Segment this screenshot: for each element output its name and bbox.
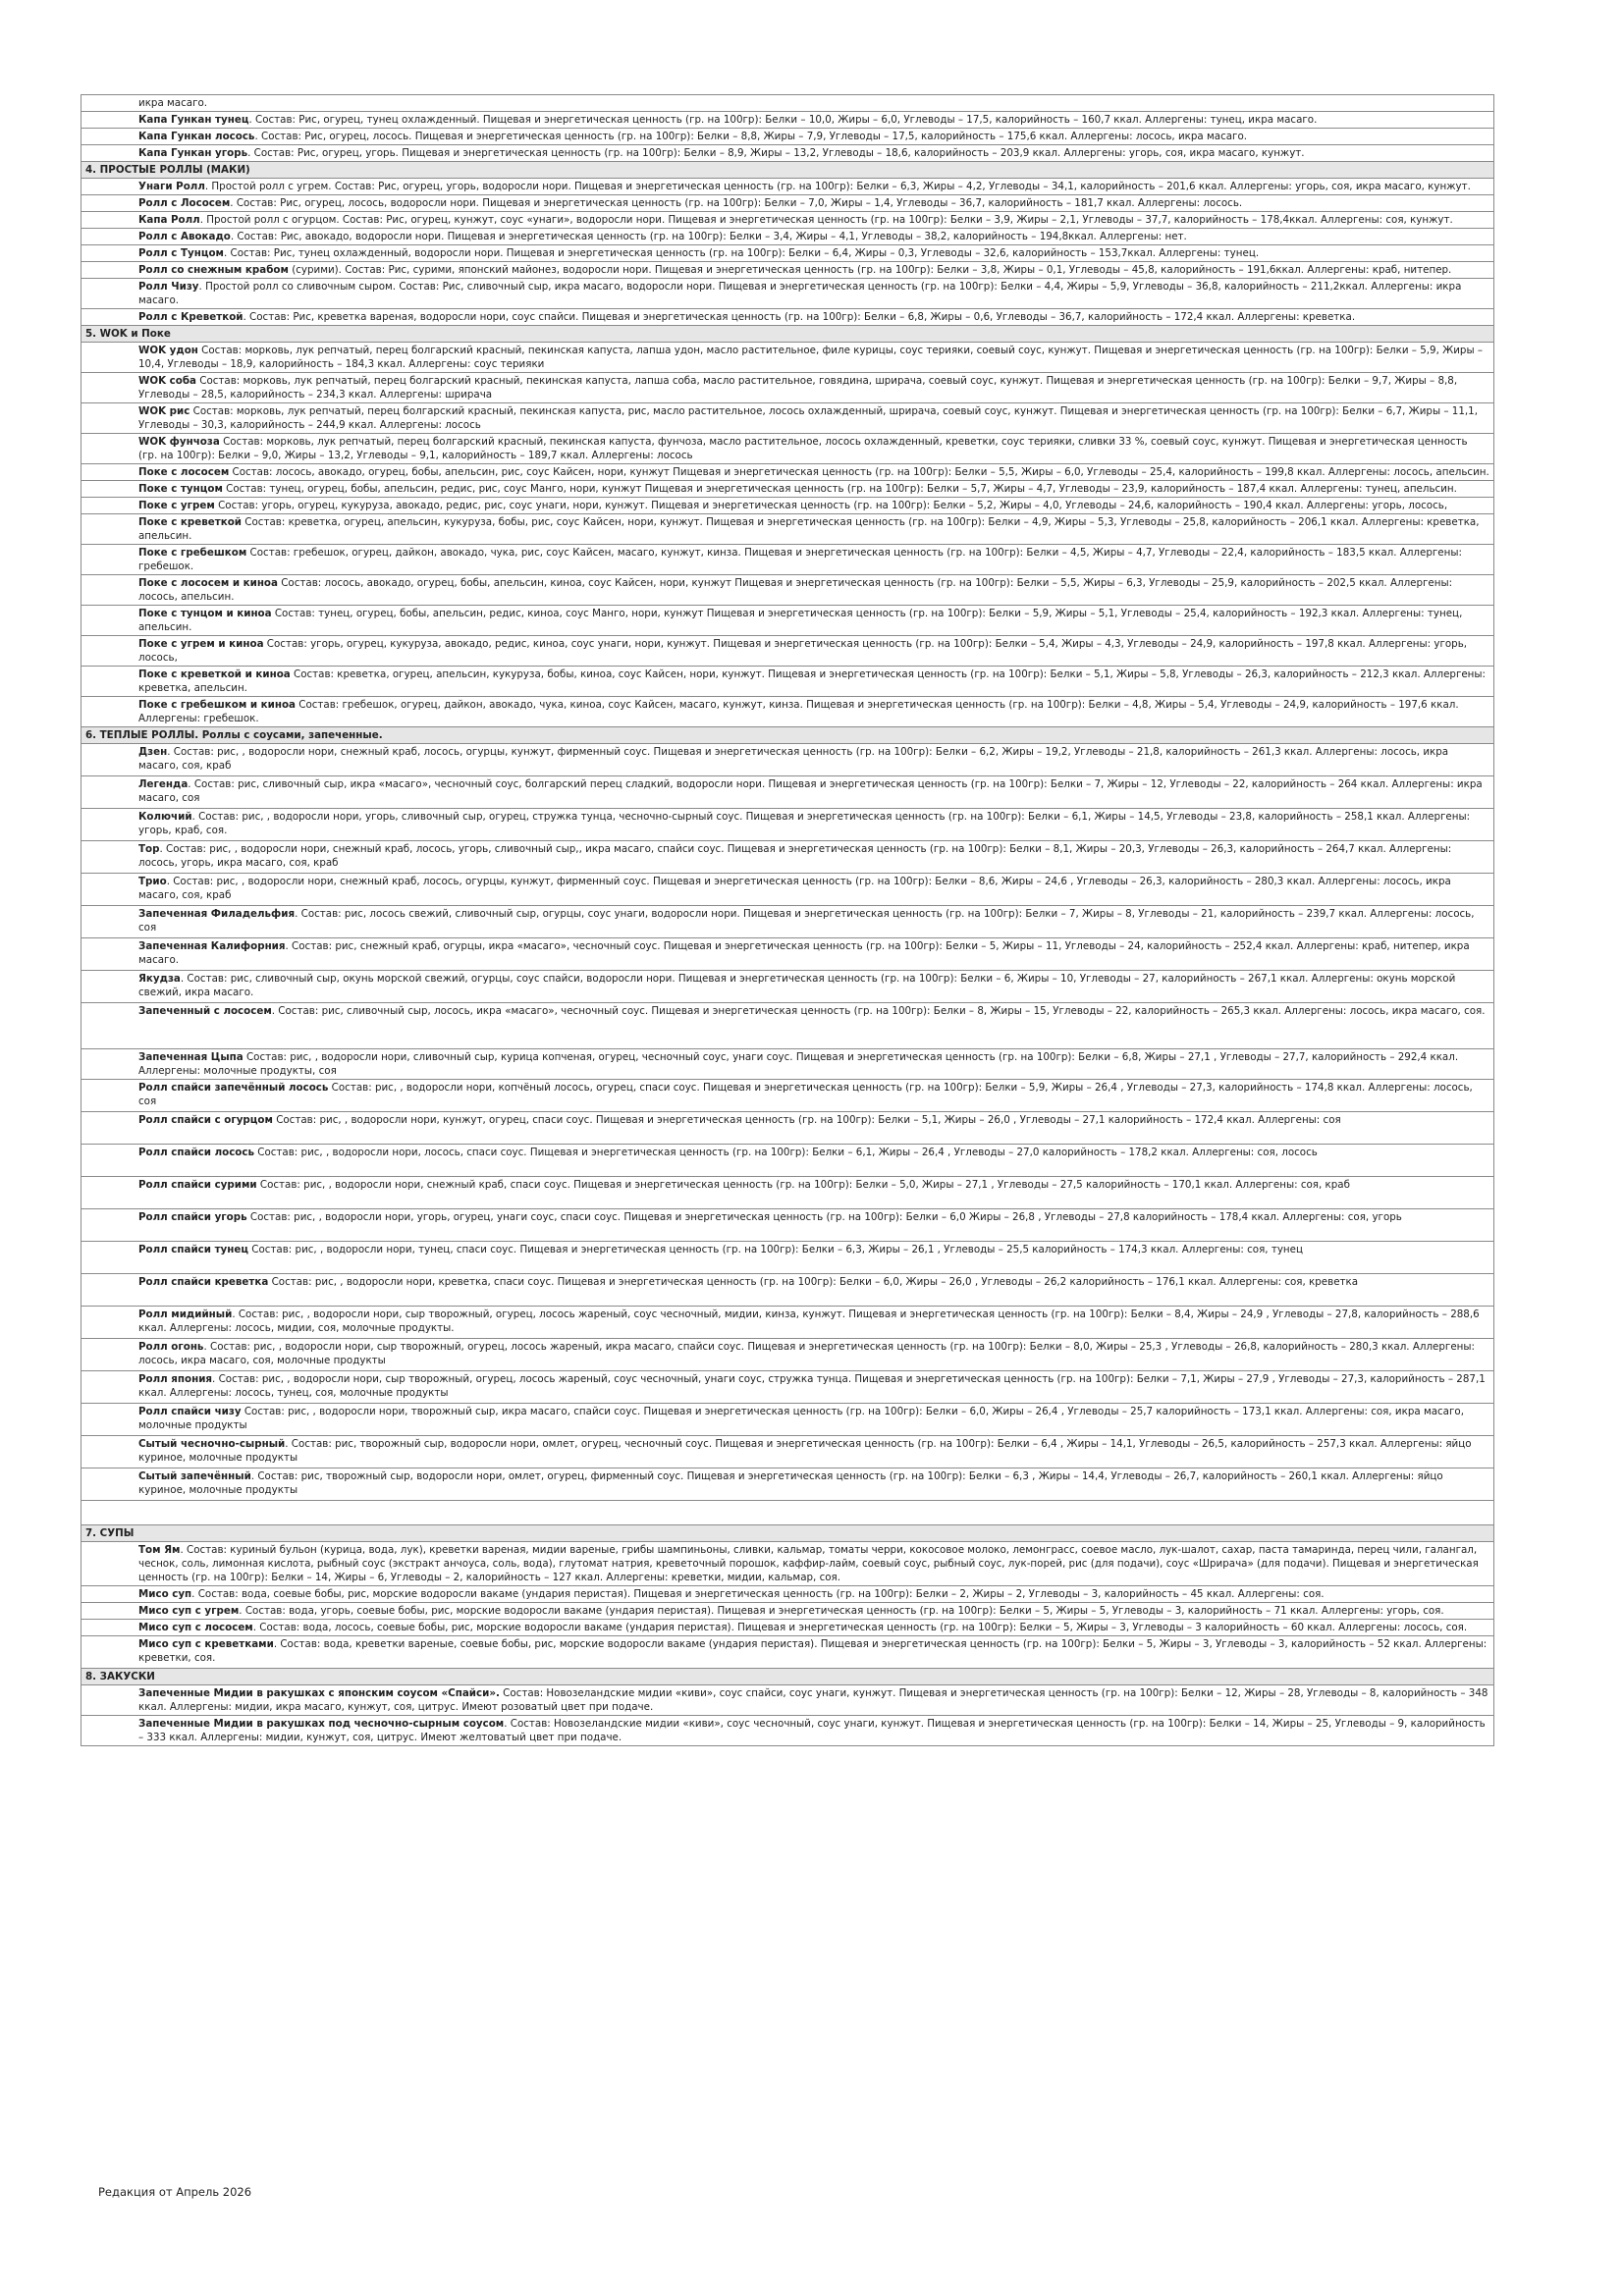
- section-title: 6. ТЕПЛЫЕ РОЛЛЫ. Роллы с соусами, запеченные.: [81, 727, 1494, 744]
- item-description: . Состав: Рис, огурец, лосось. Пищевая и энергетическая ценность (гр. на 100гр): Белки – 8,8, Жиры – 7,9, Углеводы – 17,5, калорийность – 175,6 ккал. Аллергены: лосось, икра масаго.: [254, 131, 1248, 142]
- item-description: Состав: рис, , водоросли нори, снежный краб, спаси соус. Пищевая и энергетическая ценность (гр. на 100гр): Белки – 5,0, Жиры – 27,1 , Углеводы – 27,5 калорийность – 170,1 ккал. Аллергены: соя, краб: [256, 1179, 1350, 1191]
- item-description: . Состав: Новозеландские мидии «киви», соус чесночный, соус унаги, кунжут. Пищевая и энергетическая ценность (гр. на 100гр): Белки – 14, Жиры – 25, Углеводы – 9, калорийность – 333 ккал. Аллергены: мидии, кунжут, соя, цитрус. Имеют желтоватый цвет при подаче.: [138, 1718, 1486, 1743]
- menu-item-row: [81, 1339, 1494, 1371]
- item-name: Капа Гункан тунец: [138, 114, 249, 126]
- menu-item-row: [81, 481, 1494, 498]
- item-description: . Состав: рис, творожный сыр, водоросли нори, омлет, огурец, фирменный соус. Пищевая и энергетическая ценность (гр. на 100гр): Белки – 6,3 , Жиры – 14,4, Углеводы – 26,7, калорийность – 260,1 ккал. Аллергены: яйцо куриное, молочные продукты: [138, 1470, 1443, 1496]
- menu-item-row: [81, 498, 1494, 514]
- menu-item-row: [81, 971, 1494, 1003]
- item-cell: [81, 1716, 1494, 1746]
- item-cell: [81, 1177, 1494, 1209]
- item-cell: [81, 906, 1494, 938]
- item-name: Поке с угрем и киноа: [138, 638, 264, 650]
- item-name: Капа Гункан лосось: [138, 131, 255, 142]
- menu-item-row: [81, 179, 1494, 195]
- menu-item-row: [81, 1620, 1494, 1636]
- item-description: . Простой ролл с огурцом. Состав: Рис, огурец, кунжут, соус «унаги», водоросли нори. Пищевая и энергетическая ценность (гр. на 100гр): Белки – 3,9, Жиры – 2,1, Углеводы – 37,7, калорийность – 178,4ккал. Аллергены: соя, кунжут.: [199, 214, 1453, 226]
- item-description: Состав: лосось, авокадо, огурец, бобы, апельсин, рис, соус Кайсен, нори, кунжут Пищевая и энергетическая ценность (гр. на 100гр): Белки – 5,5, Жиры – 6,0, Углеводы – 25,4, калорийность – 199,8 ккал. Аллергены: лосось, апельсин.: [229, 466, 1489, 478]
- menu-item-row: [81, 145, 1494, 162]
- item-cell: [81, 1371, 1494, 1404]
- item-cell: [81, 279, 1494, 309]
- item-name: Мисо суп: [138, 1588, 192, 1600]
- item-name: Якудза: [138, 973, 181, 985]
- spacer-cell: [81, 1501, 1494, 1525]
- item-description: . Состав: Рис, авокадо, водоросли нори. Пищевая и энергетическая ценность (гр. на 100гр): Белки – 3,4, Жиры – 4,1, Углеводы – 38,2, калорийность – 194,8ккал. Аллергены: нет.: [230, 231, 1187, 242]
- menu-item-row: [81, 1636, 1494, 1669]
- item-name: Сытый запечённый: [138, 1470, 251, 1482]
- item-name: Сытый чесночно-сырный: [138, 1438, 286, 1450]
- item-description: Состав: угорь, огурец, кукуруза, авокадо, редис, киноа, соус унаги, нори, кунжут. Пищевая и энергетическая ценность (гр. на 100гр): Белки – 5,4, Жиры – 4,3, Углеводы – 24,9, калорийность – 197,8 ккал. Аллергены: угорь, лосось,: [138, 638, 1468, 664]
- item-cell: [81, 1242, 1494, 1274]
- item-description: Состав: гребешок, огурец, дайкон, авокадо, чука, рис, соус Кайсен, масаго, кунжут, кинза. Пищевая и энергетическая ценность (гр. на 100гр): Белки – 4,5, Жиры – 4,7, Углеводы – 22,4, калорийность – 183,5 ккал. Аллергены: гребешок.: [138, 547, 1462, 572]
- menu-item-row: [81, 744, 1494, 776]
- section-row: [81, 326, 1494, 343]
- menu-item-row: [81, 343, 1494, 373]
- item-description: Состав: рис, , водоросли нори, копчёный лосось, огурец, спаси соус. Пищевая и энергетическая ценность (гр. на 100гр): Белки – 5,9, Жиры – 26,4 , Углеводы – 27,3, калорийность – 174,8 ккал. Аллергены: лосось, соя: [138, 1082, 1473, 1107]
- item-description: . Состав: Рис, огурец, лосось, водоросли нори. Пищевая и энергетическая ценность (гр. на 100гр): Белки – 7,0, Жиры – 1,4, Углеводы – 36,7, калорийность – 181,7 ккал. Аллергены: лосось.: [230, 197, 1243, 209]
- item-name: Мисо суп с креветками: [138, 1638, 274, 1650]
- item-name: Запеченная Калифорния: [138, 940, 286, 952]
- menu-item-row: [81, 279, 1494, 309]
- item-description: . Состав: рис, сливочный сыр, окунь морской свежий, огурцы, соус спайси, водоросли нори. Пищевая и энергетическая ценность (гр. на 100гр): Белки – 6, Жиры – 10, Углеводы – 27, калорийность – 267,1 ккал. Аллергены: окунь морской свежий, икра масаго.: [138, 973, 1456, 998]
- item-cell: [81, 1603, 1494, 1620]
- item-description: . Состав: Рис, огурец, тунец охлажденный. Пищевая и энергетическая ценность (гр. на 100гр): Белки – 10,0, Жиры – 6,0, Углеводы – 17,5, калорийность – 160,7 ккал. Аллергены: тунец, икра масаго.: [248, 114, 1318, 126]
- menu-item-row: [81, 841, 1494, 874]
- menu-item-row: [81, 1049, 1494, 1080]
- item-cell: [81, 841, 1494, 874]
- item-cell: [81, 1586, 1494, 1603]
- item-name: Ролл с Авокадо: [138, 231, 231, 242]
- item-description: Состав: рис, , водоросли нори, креветка, спаси соус. Пищевая и энергетическая ценность (гр. на 100гр): Белки – 6,0, Жиры – 26,0 , Углеводы – 26,2 калорийность – 176,1 ккал. Аллергены: соя, креветка: [268, 1276, 1359, 1288]
- menu-item-row: [81, 309, 1494, 326]
- item-name: Ролл с Креветкой: [138, 311, 243, 323]
- item-name: Запеченная Филадельфия: [138, 908, 296, 920]
- menu-item-row: [81, 212, 1494, 229]
- item-cell: [81, 373, 1494, 403]
- item-name: WOK рис: [138, 405, 190, 417]
- item-name: Поке с тунцом: [138, 483, 223, 495]
- revision-note: Редакция от Апрель 2026: [98, 2185, 252, 2199]
- item-cell: [81, 1209, 1494, 1242]
- item-description: Состав: Новозеландские мидии «киви», соус спайси, соус унаги, кунжут. Пищевая и энергетическая ценность (гр. на 100гр): Белки – 12, Жиры – 28, Углеводы – 8, калорийность – 348 ккал. Аллергены: мидии, икра масаго, кунжут, соя, цитрус. Имеют розоватый цвет при подаче.: [138, 1687, 1488, 1713]
- item-cell: [81, 309, 1494, 326]
- item-name: Колючий: [138, 811, 192, 823]
- item-name: WOK соба: [138, 375, 196, 387]
- item-name: Ролл спайси чизу: [138, 1406, 242, 1417]
- item-description: . Состав: рис, , водоросли нори, угорь, сливочный сыр, огурец, стружка тунца, чесночно-сырный соус. Пищевая и энергетическая ценность (гр. на 100гр): Белки – 6,1, Жиры – 14,5, Углеводы – 23,8, калорийность – 258,1 ккал. Аллергены: угорь, краб, соя.: [138, 811, 1471, 836]
- item-name: Поке с угрем: [138, 500, 215, 511]
- item-name: Ролл мидийный: [138, 1308, 233, 1320]
- item-description: . Состав: рис, , водоросли нори, сыр творожный, огурец, лосось жареный, икра масаго, спайси соус. Пищевая и энергетическая ценность (гр. на 100гр): Белки – 8,0, Жиры – 25,3 , Углеводы – 26,8, калорийность – 280,3 ккал. Аллергены: лосось, икра масаго, соя, молочные продукты: [138, 1341, 1476, 1366]
- item-cell: [81, 95, 1494, 112]
- item-name: Запеченные Мидии в ракушках под чесночно-сырным соусом: [138, 1718, 505, 1730]
- menu-item-row: [81, 1603, 1494, 1620]
- item-cell: [81, 481, 1494, 498]
- item-name: Трио: [138, 876, 167, 887]
- item-name: Поке с гребешком и киноа: [138, 699, 296, 711]
- section-title: 8. ЗАКУСКИ: [81, 1669, 1494, 1685]
- item-cell: [81, 636, 1494, 667]
- menu-item-row: [81, 1586, 1494, 1603]
- item-name: Дзен: [138, 746, 168, 758]
- item-name: Мисо суп с угрем: [138, 1605, 240, 1617]
- item-name: Ролл япония: [138, 1373, 213, 1385]
- menu-item-row: [81, 545, 1494, 575]
- menu-item-row: [81, 1307, 1494, 1339]
- item-name: Ролл спайси сурими: [138, 1179, 257, 1191]
- menu-item-row: [81, 464, 1494, 481]
- item-name: Ролл Чизу: [138, 281, 199, 293]
- menu-item-row: [81, 1080, 1494, 1112]
- menu-item-row: [81, 606, 1494, 636]
- item-cell: [81, 112, 1494, 129]
- item-cell: [81, 179, 1494, 195]
- item-name: Капа Гункан угорь: [138, 147, 248, 159]
- item-description: Состав: морковь, лук репчатый, перец болгарский красный, пекинская капуста, лапша соба, масло растительное, говядина, шрирача, соевый соус, кунжут. Пищевая и энергетическая ценность (гр. на 100гр): Белки – 9,7, Жиры – 8,8, Углеводы – 28,5, калорийность – 234,3 ккал. Аллергены: шрирача: [138, 375, 1458, 400]
- menu-item-row: [81, 636, 1494, 667]
- item-cell: [81, 1274, 1494, 1307]
- menu-item-row: [81, 938, 1494, 971]
- item-cell: [81, 1685, 1494, 1716]
- menu-item-row: [81, 1542, 1494, 1586]
- item-description: (сурими). Состав: Рис, сурими, японский майонез, водоросли нори. Пищевая и энергетическая ценность (гр. на 100гр): Белки – 3,8, Жиры – 0,1, Углеводы – 45,8, калорийность – 191,6ккал. Аллергены: краб, нитепер.: [288, 264, 1452, 276]
- menu-item-row: [81, 262, 1494, 279]
- item-name: Ролл с Лососем: [138, 197, 231, 209]
- item-name: WOK фунчоза: [138, 436, 220, 448]
- item-description: Состав: морковь, лук репчатый, перец болгарский красный, пекинская капуста, рис, масло растительное, лосось охлажденный, шрирача, соевый соус, кунжут. Пищевая и энергетическая ценность (гр. на 100гр): Белки – 6,7, Жиры – 11,1, Углеводы – 30,3, калорийность – 244,9 ккал. Аллергены: лосось: [138, 405, 1478, 431]
- item-name: Мисо суп с лососем: [138, 1622, 253, 1633]
- item-cell: [81, 195, 1494, 212]
- item-cell: [81, 938, 1494, 971]
- item-description: Состав: угорь, огурец, кукуруза, авокадо, редис, рис, соус унаги, нори, кунжут. Пищевая и энергетическая ценность (гр. на 100гр): Белки – 5,2, Жиры – 4,0, Углеводы – 24,6, калорийность – 190,4 ккал. Аллергены: угорь, лосось,: [214, 500, 1448, 511]
- item-cell: [81, 1468, 1494, 1501]
- item-name: Ролл огонь: [138, 1341, 204, 1353]
- section-title: 5. WOK и Поке: [81, 326, 1494, 343]
- item-cell: [81, 1542, 1494, 1586]
- item-name: Ролл со снежным крабом: [138, 264, 289, 276]
- item-cell: [81, 514, 1494, 545]
- item-name: Поке с лососем и киноа: [138, 577, 278, 589]
- item-description: Состав: тунец, огурец, бобы, апельсин, редис, рис, соус Манго, нори, кунжут Пищевая и энергетическая ценность (гр. на 100гр): Белки – 5,7, Жиры – 4,7, Углеводы – 23,9, калорийность – 187,4 ккал. Аллергены: тунец, апельсин.: [222, 483, 1457, 495]
- item-description: . Состав: рис, сливочный сыр, икра «масаго», чесночный соус, болгарский перец сладкий, водоросли нори. Пищевая и энергетическая ценность (гр. на 100гр): Белки – 7, Жиры – 12, Углеводы – 22, калорийность – 264 ккал. Аллергены: икра масаго, соя: [138, 778, 1483, 804]
- item-description: . Состав: куриный бульон (курица, вода, лук), креветки вареная, мидии вареные, грибы шампиньоны, сливки, кальмар, томаты черри, кокосовое молоко, лемонграсс, соевое масло, лук-шалот, сахар, паста тамариндa, перец чили, галангал, чеснок, соль, лимонная кислота, рыбный соус (экстракт анчоуса, соль, вода), глутомат натрия, креветочный порошок, каффир-лайм, соевый соус, рыбный соус, лук-порей, рис (для подачи), соус «Шрирача» (для подачи). Пищевая и энергетическая ценность (гр. на 100гр): Белки – 14, Жиры – 6, Углеводы – 2, калорийность – 127 ккал. Аллергены: креветки, мидии, кальмар, соя.: [138, 1544, 1479, 1583]
- item-description: Состав: рис, , водоросли нори, лосось, спаси соус. Пищевая и энергетическая ценность (гр. на 100гр): Белки – 6,1, Жиры – 26,4 , Углеводы – 27,0 калорийность – 178,2 ккал. Аллергены: соя, лосось: [253, 1147, 1318, 1158]
- item-description: Состав: рис, , водоросли нори, тунец, спаси соус. Пищевая и энергетическая ценность (гр. на 100гр): Белки – 6,3, Жиры – 26,1 , Углеводы – 25,5 калорийность – 174,3 ккал. Аллергены: соя, тунец: [247, 1244, 1304, 1255]
- item-description: . Состав: рис, , водоросли нори, сыр творожный, огурец, лосось жареный, соус чесночный, унаги соус, стружка тунца. Пищевая и энергетическая ценность (гр. на 100гр): Белки – 7,1, Жиры – 27,9 , Углеводы – 27,3, калорийность – 287,1 ккал. Аллергены: лосось, тунец, соя, молочные продукты: [138, 1373, 1486, 1399]
- item-name: Запеченные Мидии в ракушках с японским соусом «Спайси».: [138, 1687, 500, 1699]
- item-name: Легенда: [138, 778, 189, 790]
- menu-rows: [81, 95, 1494, 1746]
- item-name: Запеченная Цыпа: [138, 1051, 243, 1063]
- item-cell: [81, 697, 1494, 727]
- item-cell: [81, 971, 1494, 1003]
- item-description: . Простой ролл с угрем. Состав: Рис, огурец, угорь, водоросли нори. Пищевая и энергетическая ценность (гр. на 100гр): Белки – 6,3, Жиры – 4,2, Углеводы – 34,1, калорийность – 201,6 ккал. Аллергены: угорь, соя, икра масаго, кунжут.: [204, 181, 1471, 192]
- item-name: Поке с лососем: [138, 466, 230, 478]
- item-name: Поке с тунцом и киноа: [138, 608, 272, 619]
- item-name: Поке с гребешком: [138, 547, 247, 559]
- item-description: Состав: морковь, лук репчатый, перец болгарский красный, пекинская капуста, лапша удон, масло растительное, филе курицы, соус терияки, соевый соус, кунжут. Пищевая и энергетическая ценность (гр. на 100гр): Белки – 5,9, Жиры – 10,4, Углеводы – 18,9, калорийность – 184,3 ккал. Аллергены: соус терияки: [138, 345, 1484, 370]
- menu-item-row: [81, 229, 1494, 245]
- menu-item-row: [81, 874, 1494, 906]
- item-description: . Состав: Рис, огурец, угорь. Пищевая и энергетическая ценность (гр. на 100гр): Белки – 8,9, Жиры – 13,2, Углеводы – 18,6, калорийность – 203,9 ккал. Аллергены: угорь, соя, икра масаго, кунжут.: [247, 147, 1305, 159]
- item-cell: [81, 776, 1494, 809]
- item-name: Ролл спайси креветка: [138, 1276, 269, 1288]
- item-cell: [81, 1620, 1494, 1636]
- menu-item-row: [81, 1209, 1494, 1242]
- menu-item-row: [81, 697, 1494, 727]
- menu-item-row: [81, 1242, 1494, 1274]
- item-cell: [81, 1636, 1494, 1669]
- item-description: . Состав: вода, угорь, соевые бобы, рис, морские водоросли вакаме (ундария перистая). Пищевая и энергетическая ценность (гр. на 100гр): Белки – 5, Жиры – 5, Углеводы – 3, калорийность – 71 ккал. Аллергены: угорь, соя.: [239, 1605, 1444, 1617]
- item-description: . Состав: вода, лосось, соевые бобы, рис, морские водоросли вакаме (ундария перистая). Пищевая и энергетическая ценность (гр. на 100гр): Белки – 5, Жиры – 3, Углеводы – 3 калорийность – 60 ккал. Аллергены: лосось, соя.: [252, 1622, 1468, 1633]
- item-name: Поке с креветкой и киноа: [138, 668, 291, 680]
- menu-item-row: [81, 1468, 1494, 1501]
- item-cell: [81, 498, 1494, 514]
- item-cell: [81, 1049, 1494, 1080]
- section-row: [81, 1525, 1494, 1542]
- item-description: Состав: тунец, огурец, бобы, апельсин, редис, киноа, соус Манго, нори, кунжут Пищевая и энергетическая ценность (гр. на 100гр): Белки – 5,9, Жиры – 5,1, Углеводы – 25,4, калорийность – 192,3 ккал. Аллергены: тунец, апельсин.: [138, 608, 1463, 633]
- menu-item-row: [81, 809, 1494, 841]
- menu-item-row: [81, 403, 1494, 434]
- section-row: [81, 162, 1494, 179]
- item-description: Состав: рис, , водоросли нори, кунжут, огурец, спаси соус. Пищевая и энергетическая ценность (гр. на 100гр): Белки – 5,1, Жиры – 26,0 , Углеводы – 27,1 калорийность – 172,4 ккал. Аллергены: соя: [272, 1114, 1341, 1126]
- item-description: . Состав: рис, сливочный сыр, лосось, икра «масаго», чесночный соус. Пищевая и энергетическая ценность (гр. на 100гр): Белки – 8, Жиры – 15, Углеводы – 22, калорийность – 265,3 ккал. Аллергены: лосось, икра масаго, соя.: [271, 1005, 1486, 1017]
- item-description: . Простой ролл со сливочным сыром. Состав: Рис, сливочный сыр, икра масаго, водоросли нори. Пищевая и энергетическая ценность (гр. на 100гр): Белки – 4,4, Жиры – 5,9, Углеводы – 36,8, калорийность – 211,2ккал. Аллергены: икра масаго.: [138, 281, 1462, 306]
- section-title: 4. ПРОСТЫЕ РОЛЛЫ (МАКИ): [81, 162, 1494, 179]
- item-name: Ролл спайси лосось: [138, 1147, 254, 1158]
- menu-item-row: [81, 514, 1494, 545]
- item-description: . Состав: рис, , водоросли нори, снежный краб, лосось, угорь, сливочный сыр,, икра масаго, спайси соус. Пищевая и энергетическая ценность (гр. на 100гр): Белки – 8,1, Жиры – 20,3, Углеводы – 26,3, калорийность – 264,7 ккал. Аллергены: лосось, угорь, икра масаго, соя, краб: [138, 843, 1452, 869]
- item-description: . Состав: рис, , водоросли нори, снежный краб, лосось, огурцы, кунжут, фирменный соус. Пищевая и энергетическая ценность (гр. на 100гр): Белки – 6,2, Жиры – 19,2, Углеводы – 21,8, калорийность – 261,3 ккал. Аллергены: лосось, икра масаго, соя, краб: [138, 746, 1449, 772]
- item-cell: [81, 606, 1494, 636]
- item-name: Ролл спайси с огурцом: [138, 1114, 273, 1126]
- item-name: WOK удон: [138, 345, 198, 356]
- menu-item-row: [81, 667, 1494, 697]
- item-cell: [81, 1436, 1494, 1468]
- menu-item-row: [81, 1145, 1494, 1177]
- item-description: Состав: лосось, авокадо, огурец, бобы, апельсин, киноа, соус Кайсен, нори, кунжут Пищевая и энергетическая ценность (гр. на 100гр): Белки – 5,5, Жиры – 6,3, Углеводы – 25,9, калорийность – 202,5 ккал. Аллергены: лосось, апельсин.: [138, 577, 1453, 603]
- item-cell: [81, 434, 1494, 464]
- menu-item-row: [81, 1404, 1494, 1436]
- menu-table: [81, 94, 1494, 1746]
- menu-item-row: [81, 245, 1494, 262]
- item-description: Состав: рис, , водоросли нори, творожный сыр, икра масаго, спайси соус. Пищевая и энергетическая ценность (гр. на 100гр): Белки – 6,0, Жиры – 26,4 , Углеводы – 25,7 калорийность – 173,1 ккал. Аллергены: соя, икра масаго, молочные продукты: [138, 1406, 1464, 1431]
- menu-item-row: [81, 1436, 1494, 1468]
- item-name: Поке с креветкой: [138, 516, 243, 528]
- item-cell: [81, 874, 1494, 906]
- menu-item-row: [81, 1003, 1494, 1049]
- item-description: . Состав: рис, снежный краб, огурцы, икра «масаго», чесночный соус. Пищевая и энергетическая ценность (гр. на 100гр): Белки – 5, Жиры – 11, Углеводы – 24, калорийность – 252,4 ккал. Аллергены: краб, нитепер, икра масаго.: [138, 940, 1470, 966]
- item-cell: [81, 1307, 1494, 1339]
- item-description: Состав: креветка, огурец, апельсин, кукуруза, бобы, рис, соус Кайсен, нори, кунжут. Пищевая и энергетическая ценность (гр. на 100гр): Белки – 4,9, Жиры – 5,3, Углеводы – 25,8, калорийность – 206,1 ккал. Аллергены: креветка, апельсин.: [138, 516, 1480, 542]
- menu-item-row: [81, 112, 1494, 129]
- menu-item-row: [81, 575, 1494, 606]
- item-description: Состав: морковь, лук репчатый, перец болгарский красный, пекинская капуста, фунчоза, масло растительное, лосось охлажденный, креветки, соус терияки, сливки 33 %, соевый соус, кунжут. Пищевая и энергетическая ценность (гр. на 100гр): Белки – 9,0, Жиры – 13,2, Углеводы – 9,1, калорийность – 189,7 ккал. Аллергены: лосось: [138, 436, 1468, 461]
- item-cell: [81, 403, 1494, 434]
- item-cell: [81, 1080, 1494, 1112]
- item-description: Состав: гребешок, огурец, дайкон, авокадо, чука, киноа, соус Кайсен, масаго, кунжут, кинза. Пищевая и энергетическая ценность (гр. на 100гр): Белки – 4,8, Жиры – 5,4, Углеводы – 24,9, калорийность – 197,6 ккал. Аллергены: гребешок.: [138, 699, 1459, 724]
- menu-document: [81, 94, 1494, 1746]
- item-description: . Состав: Рис, креветка вареная, водоросли нори, соус спайси. Пищевая и энергетическая ценность (гр. на 100гр): Белки – 6,8, Жиры – 0,6, Углеводы – 36,7, калорийность – 172,4 ккал. Аллергены: креветка.: [243, 311, 1356, 323]
- item-description: . Состав: рис, творожный сыр, водоросли нори, омлет, огурец, чесночный соус. Пищевая и энергетическая ценность (гр. на 100гр): Белки – 6,4 , Жиры – 14,1, Углеводы – 26,5, калорийность – 257,3 ккал. Аллергены: яйцо куриное, молочные продукты: [138, 1438, 1472, 1464]
- item-description: икра масаго.: [138, 97, 208, 109]
- menu-item-row: [81, 776, 1494, 809]
- item-cell: [81, 229, 1494, 245]
- item-name: Унаги Ролл: [138, 181, 205, 192]
- item-name: Капа Ролл: [138, 214, 200, 226]
- item-cell: [81, 262, 1494, 279]
- menu-item-row: [81, 434, 1494, 464]
- section-row: [81, 1669, 1494, 1685]
- item-cell: [81, 809, 1494, 841]
- item-cell: [81, 464, 1494, 481]
- menu-item-row: [81, 1177, 1494, 1209]
- item-description: Состав: рис, , водоросли нори, сливочный сыр, курица копченая, огурец, чесночный соус, унаги соус. Пищевая и энергетическая ценность (гр. на 100гр): Белки – 6,8, Жиры – 27,1 , Углеводы – 27,7, калорийность – 292,4 ккал. Аллергены: молочные продукты, соя: [138, 1051, 1459, 1077]
- item-cell: [81, 1404, 1494, 1436]
- item-description: . Состав: рис, , водоросли нори, сыр творожный, огурец, лосось жареный, соус чесночный, мидии, кинза, кунжут. Пищевая и энергетическая ценность (гр. на 100гр): Белки – 8,4, Жиры – 24,9 , Углеводы – 27,8, калорийность – 288,6 ккал. Аллергены: лосось, мидии, соя, молочные продукты.: [138, 1308, 1480, 1334]
- item-description: Состав: рис, , водоросли нори, угорь, огурец, унаги соус, спаси соус. Пищевая и энергетическая ценность (гр. на 100гр): Белки – 6,0 Жиры – 26,8 , Углеводы – 27,8 калорийность – 178,4 ккал. Аллергены: соя, угорь: [246, 1211, 1402, 1223]
- item-cell: [81, 245, 1494, 262]
- item-cell: [81, 667, 1494, 697]
- item-description: . Состав: рис, лосось свежий, сливочный сыр, огурцы, соус унаги, водоросли нори. Пищевая и энергетическая ценность (гр. на 100гр): Белки – 7, Жиры – 8, Углеводы – 21, калорийность – 239,7 ккал. Аллергены: лосось, соя: [138, 908, 1475, 934]
- menu-item-row: [81, 1274, 1494, 1307]
- item-cell: [81, 343, 1494, 373]
- item-name: Том Ям: [138, 1544, 181, 1556]
- item-name: Ролл спайси тунец: [138, 1244, 248, 1255]
- item-cell: [81, 145, 1494, 162]
- item-description: . Состав: Рис, тунец охлажденный, водоросли нори. Пищевая и энергетическая ценность (гр. на 100гр): Белки – 6,4, Жиры – 0,3, Углеводы – 32,6, калорийность – 153,7ккал. Аллергены: тунец.: [223, 247, 1260, 259]
- item-cell: [81, 1339, 1494, 1371]
- item-cell: [81, 1112, 1494, 1145]
- item-description: . Состав: рис, , водоросли нори, снежный краб, лосось, огурцы, кунжут, фирменный соус. Пищевая и энергетическая ценность (гр. на 100гр): Белки – 8,6, Жиры – 24,6 , Углеводы – 26,3, калорийность – 280,3 ккал. Аллергены: лосось, икра масаго, соя, краб: [138, 876, 1451, 901]
- menu-item-row: [81, 195, 1494, 212]
- item-description: Состав: креветка, огурец, апельсин, кукуруза, бобы, киноа, соус Кайсен, нори, кунжут. Пищевая и энергетическая ценность (гр. на 100гр): Белки – 5,1, Жиры – 5,8, Углеводы – 26,3, калорийность – 212,3 ккал. Аллергены: креветка, апельсин.: [138, 668, 1487, 694]
- item-name: Ролл с Тунцом: [138, 247, 224, 259]
- menu-item-row: [81, 1716, 1494, 1746]
- item-cell: [81, 744, 1494, 776]
- item-name: Запеченный с лососем: [138, 1005, 272, 1017]
- item-cell: [81, 1003, 1494, 1049]
- menu-item-row: [81, 1371, 1494, 1404]
- item-description: . Состав: вода, креветки вареные, соевые бобы, рис, морские водоросли вакаме (ундария перистая). Пищевая и энергетическая ценность (гр. на 100гр): Белки – 5, Жиры – 3, Углеводы – 3, калорийность – 52 ккал. Аллергены: креветки, соя.: [138, 1638, 1488, 1664]
- menu-item-row: [81, 373, 1494, 403]
- item-name: Ролл спайси угорь: [138, 1211, 247, 1223]
- menu-item-row: [81, 129, 1494, 145]
- item-cell: [81, 575, 1494, 606]
- menu-item-row: [81, 1501, 1494, 1525]
- item-cell: [81, 1145, 1494, 1177]
- menu-item-row: [81, 1112, 1494, 1145]
- item-name: Тор: [138, 843, 160, 855]
- menu-item-row: [81, 95, 1494, 112]
- item-cell: [81, 129, 1494, 145]
- menu-item-row: [81, 1685, 1494, 1716]
- section-row: [81, 727, 1494, 744]
- section-title: 7. СУПЫ: [81, 1525, 1494, 1542]
- item-cell: [81, 545, 1494, 575]
- menu-item-row: [81, 906, 1494, 938]
- item-cell: [81, 212, 1494, 229]
- item-name: Ролл спайси запечённый лосось: [138, 1082, 329, 1094]
- item-description: . Состав: вода, соевые бобы, рис, морские водоросли вакаме (ундария перистая). Пищевая и энергетическая ценность (гр. на 100гр): Белки – 2, Жиры – 2, Углеводы – 3, калорийность – 45 ккал. Аллергены: соя.: [191, 1588, 1325, 1600]
